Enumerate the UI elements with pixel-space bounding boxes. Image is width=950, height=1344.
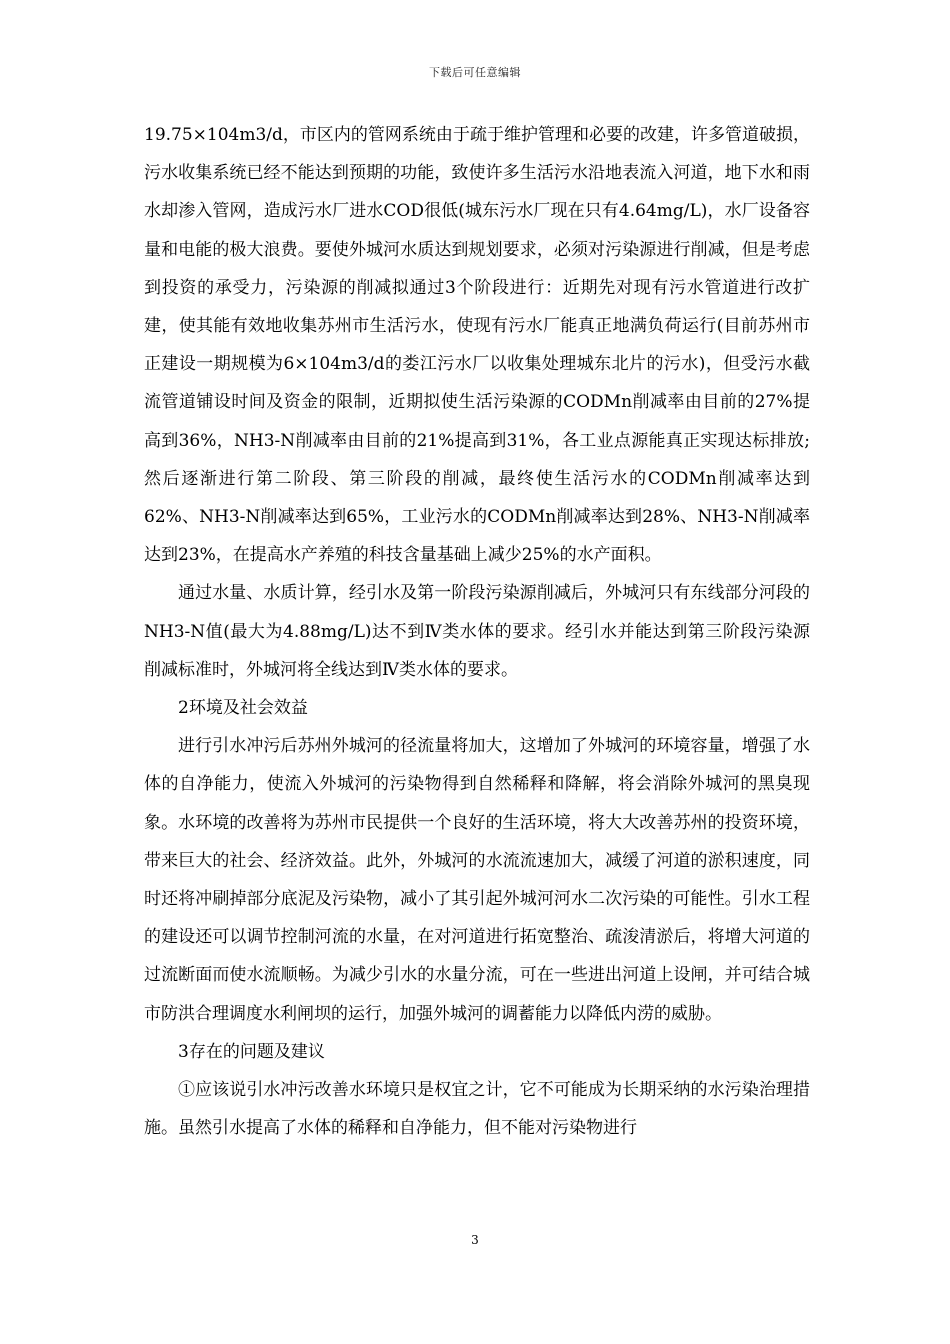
- paragraph-benefits: 进行引水冲污后苏州外城河的径流量将加大，这增加了外城河的环境容量，增强了水体的自净能力，使流入外城河的污染物得到自然稀释和降解，将会消除外城河的黑臭现象。水环境的改善将为苏州市民提供一个良好的生活环境，将大大改善苏州的投资环境，带来巨大的社会、经济效益。此外，外城河的水流流速加大，减缓了河道的淤积速度，同时还将冲刷掉部分底泥及污染物，减小了其引起外城河河水二次污染的可能性。引水工程的建设还可以调节控制河流的水量，在对河道进行拓宽整治、疏浚清淤后，将增大河道的过流断面而使水流顺畅。为减少引水的水量分流，可在一些进出河道上设闸，并可结合城市防洪合理调度水利闸坝的运行，加强外城河的调蓄能力以降低内涝的威胁。: [144, 736, 810, 1024]
- page-header: 下载后可任意编辑: [429, 66, 521, 79]
- paragraph-problem-1: ①应该说引水冲污改善水环境只是权宜之计，它不可能成为长期采纳的水污染治理措施。虽然引水提高了水体的稀释和自净能力，但不能对污染物进行: [144, 1080, 810, 1139]
- section-heading-problems: 3存在的问题及建议: [178, 1041, 325, 1062]
- paragraph-continuation: 19.75×104m3/d，市区内的管网系统由于疏于维护管理和必要的改建，许多管道破损，污水收集系统已经不能达到预期的功能，致使许多生活污水沿地表流入河道，地下水和雨水却渗入管网，造成污水厂进水COD很低(城东污水厂现在只有4.64mg/L)，水厂设备容量和电能的极大浪费。要使外城河水质达到规划要求，必须对污染源进行削减，但是考虑到投资的承受力，污染源的削减拟通过3个阶段进行：近期先对现有污水管道进行改扩建，使其能有效地收集苏州市生活污水，使现有污水厂能真正地满负荷运行(目前苏州市正建设一期规模为6×104m3/d的娄江污水厂以收集处理城东北片的污水)，但受污水截流管道铺设时间及资金的限制，近期拟使生活污染源的CODMn削减率由目前的27%提高到36%，NH3-N削减率由目前的21%提高到31%，各工业点源能真正实现达标排放;然后逐渐进行第二阶段、第三阶段的削减，最终使生活污水的CODMn削减率达到62%、NH3-N削减率达到65%，工业污水的CODMn削减率达到28%、NH3-N削减率达到23%，在提高水产养殖的科技含量基础上减少25%的水产面积。: [144, 125, 810, 566]
- page-number: 3: [471, 1233, 479, 1247]
- document-body: [144, 116, 810, 1147]
- section-heading-environment: 2环境及社会效益: [178, 698, 308, 719]
- paragraph-calculation: 通过水量、水质计算，经引水及第一阶段污染源削减后，外城河只有东线部分河段的NH3-N值(最大为4.88mg/L)达不到Ⅳ类水体的要求。经引水并能达到第三阶段污染源削减标准时，外城河将全线达到Ⅳ类水体的要求。: [144, 583, 810, 680]
